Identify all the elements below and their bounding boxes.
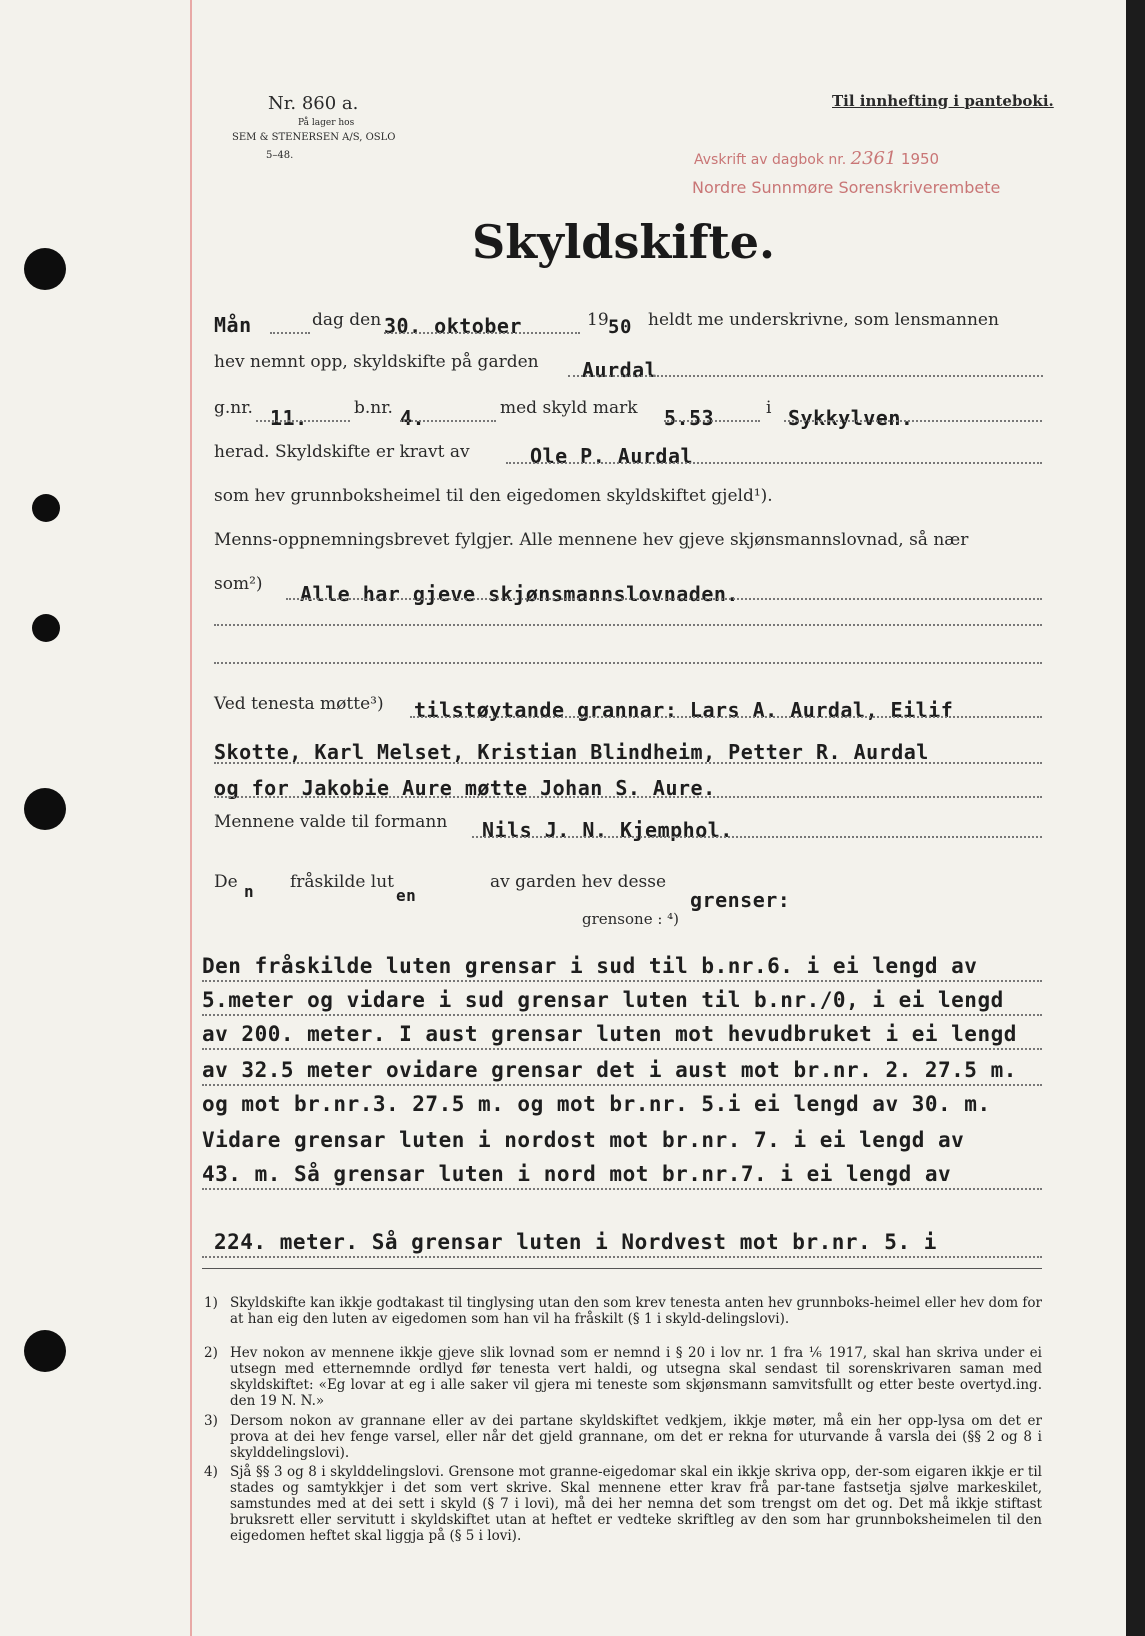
page-title: Skyldskifte.	[472, 215, 776, 269]
bnr-value: 4.	[400, 406, 426, 430]
dotted-line	[202, 1188, 1042, 1190]
stamp-line-2: Nordre Sunnmøre Sorenskriverembete	[692, 178, 1001, 197]
date-value: 30. oktober	[384, 314, 522, 338]
fraskilde-lut-label: fråskilde lut	[290, 872, 395, 892]
dotted-line	[506, 462, 1042, 464]
publisher-line-1: På lager hos	[298, 118, 355, 128]
stamp-line-1	[694, 148, 939, 169]
grensone-label: grensone : ⁴)	[582, 910, 680, 928]
som-label: som²)	[214, 574, 263, 594]
dotted-line	[214, 762, 1042, 764]
stamp-year: 1950	[900, 150, 940, 168]
lovnad-value: Alle har gjeve skjønsmannslovnaden.	[300, 582, 739, 606]
dotted-line	[784, 420, 1042, 422]
year-prefix-label: 19	[587, 310, 609, 330]
stamp-prefix: Avskrift av dagbok nr.	[694, 152, 847, 168]
skyld-value: 5.53	[664, 406, 715, 430]
punch-hole-4	[24, 788, 66, 830]
binding-note: Til innhefting i panteboki.	[832, 92, 1054, 110]
dotted-line	[214, 624, 1042, 626]
i-label: i	[766, 398, 772, 418]
gnr-label: g.nr.	[214, 398, 253, 418]
footnote-2	[204, 1345, 1042, 1409]
boundary-line-4: av 32.5 meter ovidare grensar det i aust mot br.nr. 2. 27.5 m.	[202, 1058, 1017, 1082]
dotted-line	[256, 420, 350, 422]
footnote-number: 2)	[204, 1345, 218, 1361]
skyld-label: med skyld mark	[500, 398, 638, 418]
de-label: De	[214, 872, 238, 892]
attendees-line-2: Skotte, Karl Melset, Kristian Blindheim, Petter R. Aurdal	[214, 740, 929, 764]
requester-value: Ole P. Aurdal	[530, 444, 694, 468]
attendees-line-1: tilstøytande grannar: Lars A. Aurdal, Eilif	[414, 698, 954, 722]
punch-hole-1	[24, 248, 66, 290]
gnr-value: 11.	[270, 406, 308, 430]
heimel-text: som hev grunnboksheimel til den eigedomen skyldskiftet gjeld¹).	[214, 486, 773, 506]
formann-value: Nils J. N. Kjemphol.	[482, 818, 733, 842]
place-value: Sykkylven.	[788, 406, 914, 430]
publisher-line-2: SEM & STENERSEN A/S, OSLO	[232, 132, 396, 143]
publisher-line-3: 5–48.	[266, 150, 294, 161]
garden-label: hev nemnt opp, skyldskifte på garden	[214, 352, 539, 372]
footnote-text: Dersom nokon av grannane eller av dei partane skyldskiftet vedkjem, ikkje møter, må ein her opp-lysa om det er prova at dei hev fenge varsel, eller når det gjeld grannane, om det er rekna for uturvande å varsla dei (§§ 2 og 8 i skylddelingslovi).	[230, 1413, 1042, 1461]
punch-hole-2	[32, 494, 60, 522]
boundary-line-3: av 200. meter. I aust grensar luten mot hevudbruket i ei lengd	[202, 1022, 1017, 1046]
footnote-4	[204, 1464, 1042, 1544]
dotted-line	[664, 420, 760, 422]
footnote-1	[204, 1295, 1042, 1327]
red-margin-line	[190, 0, 192, 1636]
boundary-line-5: og mot br.nr.3. 27.5 m. og mot br.nr. 5.i ei lengd av 30. m.	[202, 1092, 991, 1116]
footnote-number: 3)	[204, 1413, 218, 1429]
dotted-line	[214, 796, 1042, 798]
boundary-line-2: 5.meter og vidare i sud grensar luten til b.nr./0, i ei lengd	[202, 988, 1004, 1012]
boundary-line-6: Vidare grensar luten i nordost mot br.nr. 7. i ei lengd av	[202, 1128, 965, 1152]
dotted-line	[270, 332, 310, 334]
de-suffix: n	[244, 882, 255, 901]
dotted-line	[384, 332, 580, 334]
footnote-text: Hev nokon av mennene ikkje gjeve slik lovnad som er nemnd i § 20 i lov nr. 1 fra ⅙ 1917, skal han skriva under ei utsegn med etternemnde ordlyd før tenesta vert haldi, og utsegna skal sendast til sorenskrivaren saman med skyldskiftet: «Eg lovar at eg i alle saker vil gjera mi teneste som skjønsmann samvitsfullt og etter beste overtyd.ing. den 19 N. N.»	[230, 1345, 1042, 1409]
boundary-line-8: 224. meter. Så grensar luten i Nordvest mot br.nr. 5. i	[214, 1230, 937, 1254]
dotted-line	[410, 716, 1042, 718]
dotted-line	[202, 1014, 1042, 1016]
bnr-label: b.nr.	[354, 398, 393, 418]
stamp-number: 2361	[850, 148, 897, 169]
form-number: Nr. 860 a.	[268, 93, 359, 114]
lut-suffix: en	[396, 886, 417, 905]
footnote-number: 4)	[204, 1464, 218, 1480]
dotted-line	[568, 375, 1043, 377]
footnote-number: 1)	[204, 1295, 218, 1311]
menns-text: Menns-oppnemningsbrevet fylgjer. Alle mennene hev gjeve skjønsmannslovnad, så nær	[214, 530, 969, 550]
punch-hole-3	[32, 614, 60, 642]
year-value: 50	[608, 316, 632, 338]
formann-label: Mennene valde til formann	[214, 812, 448, 832]
boundary-line-7: 43. m. Så grensar luten i nord mot br.nr.7. i ei lengd av	[202, 1162, 952, 1186]
dotted-line	[202, 1048, 1042, 1050]
av-garden-label: av garden hev desse	[490, 872, 667, 892]
footnote-text: Skyldskifte kan ikkje godtakast til tinglysing utan den som krev tenesta anten hev grunnboks-heimel eller hev dom for at han eig den luten av eigedomen som han vil ha fråskilt (§ 1 i skyld-delingslovi).	[230, 1295, 1042, 1327]
grenser-value: grenser:	[690, 888, 791, 912]
dotted-line	[214, 662, 1042, 664]
dotted-line	[202, 1084, 1042, 1086]
line1-rest-text: heldt me underskrivne, som lensmannen	[648, 310, 999, 330]
farm-value: Aurdal	[582, 358, 658, 382]
footnote-text: Sjå §§ 3 og 8 i skylddelingslovi. Grensone mot granne-eigedomar skal ein ikkje skriva opp, der-som eigaren ikkje er til stades og samtykkjer i det som vert skrive. Skal mennene etter krav frå par-tane fastsetja sjølve markeskilet, samstundes med at dei sett i skyld (§ 7 i lovi), må dei her nemna det som trengst om det og. Det må ikkje stiftast bruksrett eller servitutt i skyldskiftet utan at heftet er vedteke skriftleg av den som har grunnboksheimelen til den eigedomen heftet skal liggja på (§ 5 i lovi).	[230, 1464, 1042, 1544]
attendees-line-3: og for Jakobie Aure møtte Johan S. Aure.	[214, 776, 716, 800]
dotted-line	[202, 980, 1042, 982]
footnote-3	[204, 1413, 1042, 1461]
dotted-line	[202, 1256, 1042, 1258]
punch-hole-5	[24, 1330, 66, 1372]
dotted-line	[472, 836, 1042, 838]
day-value: Mån	[214, 313, 252, 337]
herad-label: herad. Skyldskifte er kravt av	[214, 442, 470, 462]
boundary-line-1: Den fråskilde luten grensar i sud til b.nr.6. i ei lengd av	[202, 954, 978, 978]
dotted-line	[286, 598, 1042, 600]
dotted-line	[400, 420, 496, 422]
dag-den-label: dag den	[312, 310, 382, 330]
motte-label: Ved tenesta møtte³)	[214, 694, 384, 714]
footnote-separator	[202, 1268, 1042, 1269]
